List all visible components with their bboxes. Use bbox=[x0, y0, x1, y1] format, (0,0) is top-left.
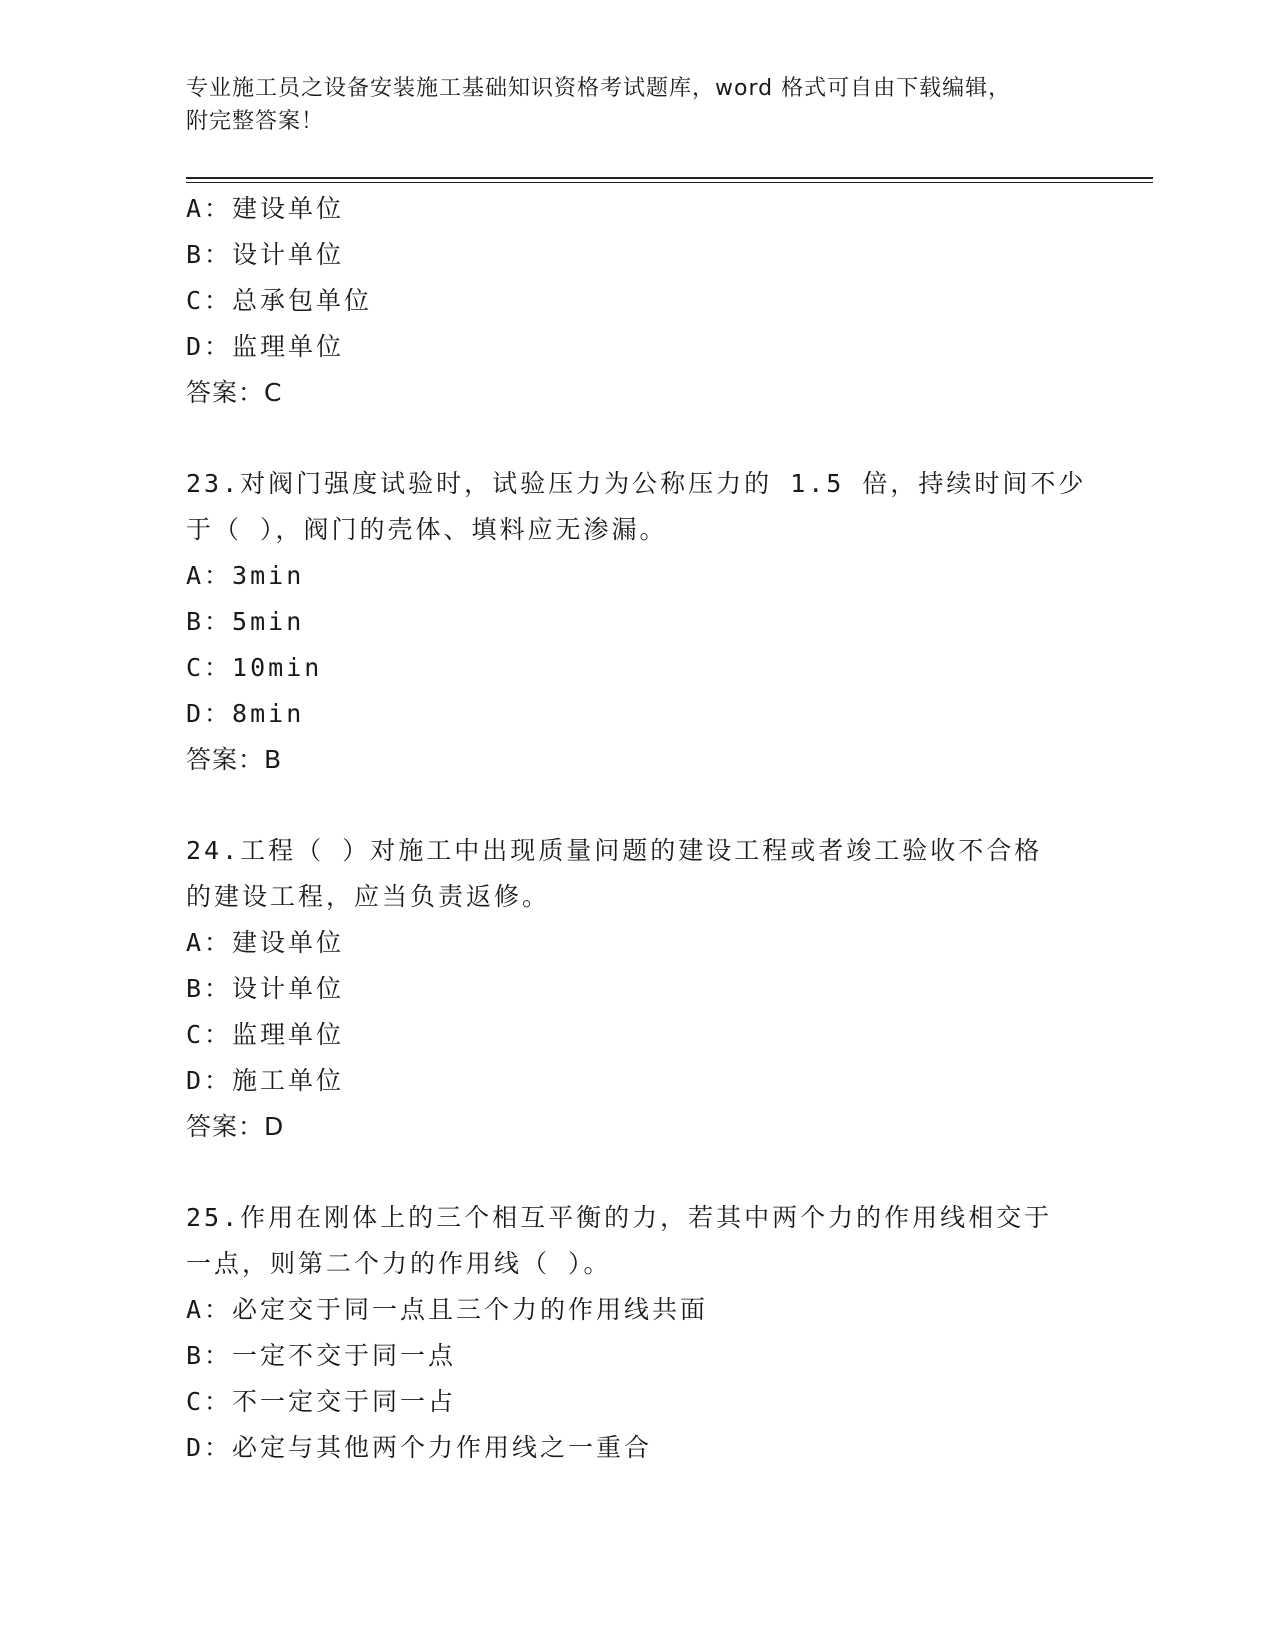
question-stem-line-2: 于（ ），阀门的壳体、填料应无渗漏。 bbox=[186, 515, 668, 544]
question-25-block bbox=[186, 1195, 1086, 1471]
option-b: B：一定不交于同一点 bbox=[186, 1341, 457, 1370]
page-header bbox=[186, 72, 1086, 138]
option-a: A：建设单位 bbox=[186, 194, 345, 223]
option-c: C：监理单位 bbox=[186, 1020, 345, 1049]
header-line-2: 附完整答案！ bbox=[186, 109, 325, 134]
option-b: B：设计单位 bbox=[186, 974, 345, 1003]
question-stem-line-2: 的建设工程，应当负责返修。 bbox=[186, 882, 551, 911]
header-line-1: 专业施工员之设备安装施工基础知识资格考试题库，word 格式可自由下载编辑， bbox=[186, 76, 1012, 101]
question-stem-line-2: 一点，则第二个力的作用线（ ）。 bbox=[186, 1249, 612, 1278]
question-list bbox=[186, 186, 1086, 1471]
option-b: B：5min bbox=[186, 607, 305, 636]
question-stem-line-1: 25.作用在刚体上的三个相互平衡的力，若其中两个力的作用线相交于 bbox=[186, 1203, 1053, 1232]
question-22-block bbox=[186, 186, 1086, 416]
spacer bbox=[186, 416, 1086, 461]
option-a: A：必定交于同一点且三个力的作用线共面 bbox=[186, 1295, 709, 1324]
question-stem-line-1: 23.对阀门强度试验时，试验压力为公称压力的 1.5 倍，持续时间不少 bbox=[186, 469, 1087, 498]
answer-line: 答案：B bbox=[186, 745, 283, 774]
option-c: C：不一定交于同一占 bbox=[186, 1387, 457, 1416]
spacer bbox=[186, 783, 1086, 828]
option-d: D：施工单位 bbox=[186, 1066, 345, 1095]
option-a: A：建设单位 bbox=[186, 928, 345, 957]
question-23-block bbox=[186, 461, 1086, 783]
option-d: D：8min bbox=[186, 699, 305, 728]
option-c: C：总承包单位 bbox=[186, 286, 373, 315]
option-a: A：3min bbox=[186, 561, 305, 590]
answer-line: 答案：C bbox=[186, 378, 283, 407]
option-b: B：设计单位 bbox=[186, 240, 345, 269]
option-d: D：必定与其他两个力作用线之一重合 bbox=[186, 1433, 653, 1462]
header-rule-thin bbox=[186, 182, 1153, 183]
answer-line: 答案：D bbox=[186, 1112, 285, 1141]
spacer bbox=[186, 1150, 1086, 1195]
header-rule-thick bbox=[186, 177, 1153, 179]
option-c: C：10min bbox=[186, 653, 323, 682]
question-24-block bbox=[186, 828, 1086, 1150]
question-stem-line-1: 24.工程（ ）对施工中出现质量问题的建设工程或者竣工验收不合格 bbox=[186, 836, 1043, 865]
option-d: D：监理单位 bbox=[186, 332, 345, 361]
